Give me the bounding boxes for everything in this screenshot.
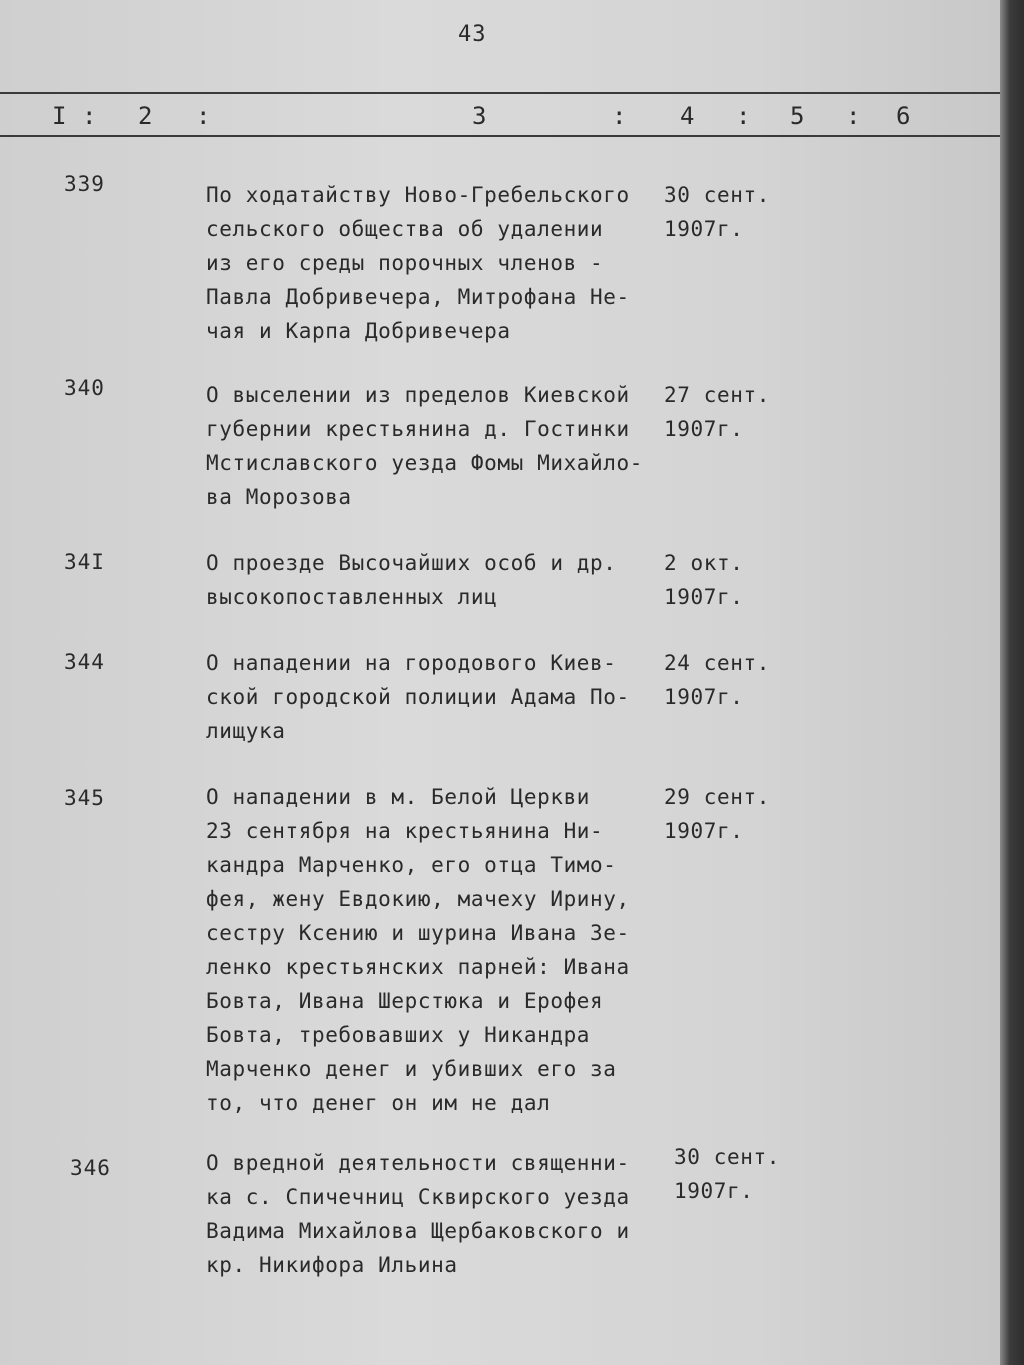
record-title-line: Марченко денег и убивших его за	[206, 1057, 617, 1081]
record-date-line: 30 сент.	[664, 183, 770, 207]
record-date-line: 27 сент.	[664, 383, 770, 407]
table-header-top-rule	[0, 92, 1000, 94]
record-title-line: кр. Никифора Ильина	[206, 1253, 458, 1277]
record-title-line: О выселении из пределов Киевской	[206, 383, 630, 407]
record-title-line: О нападении в м. Белой Церкви	[206, 785, 591, 809]
record-title-line: Бовта, требовавших у Никандра	[206, 1023, 591, 1047]
record-title-line: 23 сентября на крестьянина Ни-	[206, 819, 604, 843]
column-header-3: 3	[472, 102, 487, 130]
record-number: 346	[70, 1156, 111, 1180]
table-header-bottom-rule	[0, 135, 1000, 137]
record-date	[674, 1140, 814, 1208]
record-number: 339	[64, 172, 105, 196]
record-date-line: 29 сент.	[664, 785, 770, 809]
record-title	[206, 378, 676, 514]
record-title-line: кандра Марченко, его отца Тимо-	[206, 853, 617, 877]
record-number: 34I	[64, 550, 105, 574]
record-title-line: О нападении на городового Киев-	[206, 651, 617, 675]
page-number: 43	[458, 22, 487, 47]
record-title-line: Мстиславского уезда Фомы Михайло-	[206, 451, 644, 475]
record-date-line: 24 сент.	[664, 651, 770, 675]
column-separator: :	[846, 102, 861, 130]
column-header-4: 4	[680, 102, 695, 130]
record-title-line: О вредной деятельности священни-	[206, 1151, 630, 1175]
record-title-line: Павла Добривечера, Митрофана Не-	[206, 285, 630, 309]
record-title-line: то, что денег он им не дал	[206, 1091, 551, 1115]
record-date-line: 1907г.	[674, 1179, 754, 1203]
record-title-line: лищука	[206, 719, 286, 743]
record-date	[664, 546, 804, 614]
record-date-line: 30 сент.	[674, 1145, 780, 1169]
record-date-line: 1907г.	[664, 417, 744, 441]
record-date	[664, 780, 804, 848]
record-title-line: чая и Карпа Добривечера	[206, 319, 511, 343]
record-date	[664, 646, 804, 714]
record-number: 344	[64, 650, 105, 674]
record-title-line: высокопоставленных лиц	[206, 585, 498, 609]
record-title-line: По ходатайству Ново-Гребельского	[206, 183, 630, 207]
record-title-line: ской городской полиции Адама По-	[206, 685, 630, 709]
record-date	[664, 178, 804, 246]
record-title-line: ленко крестьянских парней: Ивана	[206, 955, 630, 979]
column-separator: :	[612, 102, 627, 130]
column-header-6: 6	[896, 102, 911, 130]
record-title-line: Бовта, Ивана Шерстюка и Ерофея	[206, 989, 604, 1013]
column-header-5: 5	[790, 102, 805, 130]
column-header-2: 2	[138, 102, 153, 130]
record-date-line: 1907г.	[664, 685, 744, 709]
record-title	[206, 178, 676, 348]
record-title-line: ва Морозова	[206, 485, 352, 509]
record-number: 340	[64, 376, 105, 400]
record-title-line: О проезде Высочайших особ и др.	[206, 551, 617, 575]
record-date-line: 1907г.	[664, 585, 744, 609]
record-number: 345	[64, 786, 105, 810]
record-date-line: 1907г.	[664, 217, 744, 241]
record-title	[206, 646, 676, 748]
record-date-line: 1907г.	[664, 819, 744, 843]
column-separator: :	[736, 102, 751, 130]
column-separator: :	[82, 102, 97, 130]
record-title	[206, 1146, 676, 1282]
record-title-line: ка с. Спичечниц Сквирского уезда	[206, 1185, 630, 1209]
record-title	[206, 780, 676, 1120]
record-date	[664, 378, 804, 446]
column-separator: :	[196, 102, 211, 130]
record-title	[206, 546, 676, 614]
record-title-line: фея, жену Евдокию, мачеху Ирину,	[206, 887, 630, 911]
column-header-1: I	[52, 102, 67, 130]
record-title-line: сестру Ксению и шурина Ивана Зе-	[206, 921, 630, 945]
record-title-line: из его среды порочных членов -	[206, 251, 604, 275]
record-title-line: сельского общества об удалении	[206, 217, 604, 241]
page-edge-shadow	[1000, 0, 1024, 1365]
record-title-line: губернии крестьянина д. Гостинки	[206, 417, 630, 441]
record-title-line: Вадима Михайлова Щербаковского и	[206, 1219, 630, 1243]
record-date-line: 2 окт.	[664, 551, 744, 575]
